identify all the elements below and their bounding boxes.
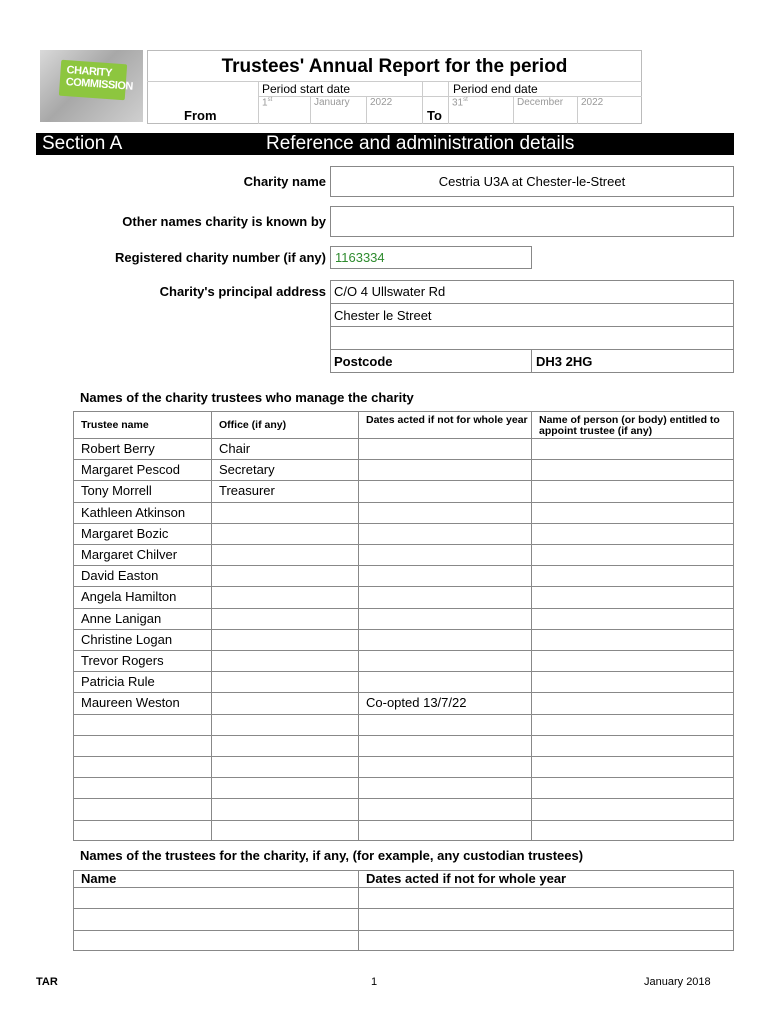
trustee-cell[interactable] [358, 565, 531, 586]
trustee-cell[interactable] [211, 692, 358, 713]
trustee-cell[interactable] [211, 565, 358, 586]
trustee-cell[interactable] [358, 650, 531, 671]
trustee-cell[interactable] [358, 629, 531, 650]
trustee-cell[interactable] [358, 523, 531, 544]
address-line2[interactable]: Chester le Street [334, 308, 432, 323]
trustees-col-header: Trustee name [73, 411, 211, 438]
trustee-cell[interactable] [358, 798, 531, 819]
start-day[interactable]: 1st [262, 97, 273, 109]
postcode-field[interactable]: DH3 2HG [536, 354, 593, 369]
other-names-label: Other names charity is known by [122, 214, 326, 229]
trustee-cell[interactable] [358, 756, 531, 777]
trustee-cell[interactable] [73, 820, 211, 841]
trustee-cell[interactable] [211, 586, 358, 607]
trustee-cell[interactable] [531, 798, 734, 819]
from-label: From [184, 108, 217, 123]
trustees-col-header: Office (if any) [211, 411, 358, 438]
logo-card [59, 60, 134, 101]
trustee-cell[interactable] [531, 692, 734, 713]
trustee-cell[interactable]: Margaret Chilver [73, 544, 211, 565]
trustee-cell[interactable] [358, 438, 531, 459]
trustee-cell[interactable] [358, 820, 531, 841]
custodian-table [73, 870, 734, 951]
section-title: Reference and administration details [266, 133, 575, 154]
header-vline [422, 81, 423, 124]
trustee-cell[interactable] [531, 735, 734, 756]
trustees-table [73, 411, 734, 841]
other-names-field[interactable] [330, 206, 734, 237]
trustee-cell[interactable] [531, 629, 734, 650]
trustee-cell[interactable] [531, 756, 734, 777]
address-divider [330, 349, 734, 350]
report-title: Trustees' Annual Report for the period [221, 56, 568, 77]
trustee-cell[interactable]: Margaret Pescod [73, 459, 211, 480]
trustee-cell[interactable] [531, 502, 734, 523]
address-line1[interactable]: C/O 4 Ullswater Rd [334, 284, 446, 299]
start-month[interactable]: January [314, 97, 350, 108]
start-year[interactable]: 2022 [370, 97, 393, 108]
trustee-cell[interactable] [531, 523, 734, 544]
trustees-col-header: Dates acted if not for whole year [358, 411, 531, 438]
trustee-cell[interactable]: David Easton [73, 565, 211, 586]
address-label: Charity's principal address [159, 284, 326, 299]
trustee-cell[interactable]: Treasurer [211, 480, 358, 501]
header-divider [147, 81, 642, 82]
trustee-cell[interactable] [531, 650, 734, 671]
trustee-cell[interactable] [211, 502, 358, 523]
trustee-cell[interactable] [211, 735, 358, 756]
custodian-cell[interactable] [358, 887, 734, 908]
trustee-cell[interactable] [531, 438, 734, 459]
trustees-heading: Names of the charity trustees who manage the charity [80, 390, 414, 405]
end-day[interactable]: 31st [452, 97, 468, 109]
reg-number-field[interactable]: 1163334 [330, 246, 532, 269]
header-vline [577, 96, 578, 124]
section-label: Section A [42, 133, 123, 154]
trustee-cell[interactable] [531, 777, 734, 798]
postcode-divider [531, 349, 532, 373]
header-vline [310, 96, 311, 124]
period-start-label: Period start date [262, 82, 351, 96]
trustee-cell[interactable]: Patricia Rule [73, 671, 211, 692]
trustee-cell[interactable] [211, 544, 358, 565]
trustee-cell[interactable] [358, 777, 531, 798]
charity-commission-logo [40, 50, 143, 122]
trustee-cell[interactable] [211, 608, 358, 629]
charity-name-field[interactable]: Cestria U3A at Chester-le-Street [330, 166, 734, 197]
trustee-cell[interactable]: Anne Lanigan [73, 608, 211, 629]
trustees-col-header: Name of person (or body) entitled to appoint trustee (if any) [531, 411, 734, 438]
custodian-col-header: Name [73, 870, 358, 887]
trustee-cell[interactable] [531, 565, 734, 586]
trustee-cell[interactable] [531, 671, 734, 692]
trustee-cell[interactable] [358, 502, 531, 523]
charity-name-label: Charity name [243, 174, 326, 189]
custodian-cell[interactable] [358, 930, 734, 951]
header-vline [513, 96, 514, 124]
trustee-cell[interactable] [358, 671, 531, 692]
trustee-cell[interactable] [531, 608, 734, 629]
trustee-cell[interactable]: Trevor Rogers [73, 650, 211, 671]
page-number: 1 [371, 976, 378, 988]
header-vline [366, 96, 367, 124]
reg-number-label: Registered charity number (if any) [115, 250, 326, 265]
trustee-cell[interactable] [73, 777, 211, 798]
trustee-cell[interactable] [531, 820, 734, 841]
trustee-cell[interactable] [211, 798, 358, 819]
to-label: To [427, 108, 442, 123]
address-divider [330, 326, 734, 327]
trustee-cell[interactable]: Angela Hamilton [73, 586, 211, 607]
custodian-heading: Names of the trustees for the charity, if any, (for example, any custodian trustees) [80, 848, 584, 863]
custodian-cell[interactable] [73, 908, 358, 929]
custodian-cell[interactable] [73, 930, 358, 951]
footer-left: TAR [36, 976, 58, 988]
custodian-cell[interactable] [73, 887, 358, 908]
trustee-cell[interactable] [358, 544, 531, 565]
trustee-cell[interactable]: Kathleen Atkinson [73, 502, 211, 523]
trustee-cell[interactable]: Margaret Bozic [73, 523, 211, 544]
footer-date: January 2018 [644, 976, 711, 988]
trustee-cell[interactable] [358, 459, 531, 480]
trustee-cell[interactable] [531, 459, 734, 480]
trustee-cell[interactable] [211, 714, 358, 735]
end-year[interactable]: 2022 [581, 97, 604, 108]
trustee-cell[interactable] [358, 714, 531, 735]
trustee-cell[interactable] [358, 735, 531, 756]
trustee-cell[interactable] [358, 480, 531, 501]
trustee-cell[interactable] [531, 544, 734, 565]
address-divider [330, 303, 734, 304]
trustee-cell[interactable] [531, 586, 734, 607]
trustee-cell[interactable]: Christine Logan [73, 629, 211, 650]
period-end-label: Period end date [453, 82, 538, 96]
trustee-cell[interactable] [211, 650, 358, 671]
trustee-cell[interactable] [531, 480, 734, 501]
header-vline [448, 81, 449, 124]
trustee-cell[interactable] [211, 756, 358, 777]
trustee-cell[interactable]: Tony Morrell [73, 480, 211, 501]
trustee-cell[interactable] [211, 820, 358, 841]
custodian-cell[interactable] [358, 908, 734, 929]
trustee-cell[interactable]: Robert Berry [73, 438, 211, 459]
trustee-cell[interactable]: Maureen Weston [73, 692, 211, 713]
trustee-cell[interactable] [73, 798, 211, 819]
custodian-col-header: Dates acted if not for whole year [358, 870, 734, 887]
trustee-cell[interactable] [211, 523, 358, 544]
trustee-cell[interactable] [211, 629, 358, 650]
end-month[interactable]: December [517, 97, 564, 108]
trustee-cell[interactable] [531, 714, 734, 735]
trustee-cell[interactable] [211, 777, 358, 798]
trustee-cell[interactable] [73, 714, 211, 735]
trustee-cell[interactable] [211, 671, 358, 692]
logo-line2: COMMISSION [65, 76, 134, 93]
trustee-cell[interactable] [73, 756, 211, 777]
trustee-cell[interactable]: Co-opted 13/7/22 [358, 692, 531, 713]
trustee-cell[interactable] [358, 586, 531, 607]
trustee-cell[interactable] [358, 608, 531, 629]
trustee-cell[interactable]: Chair [211, 438, 358, 459]
postcode-label: Postcode [334, 354, 393, 369]
trustee-cell[interactable] [73, 735, 211, 756]
trustee-cell[interactable]: Secretary [211, 459, 358, 480]
header-vline [258, 81, 259, 124]
logo-line1: CHARITY [66, 64, 113, 80]
